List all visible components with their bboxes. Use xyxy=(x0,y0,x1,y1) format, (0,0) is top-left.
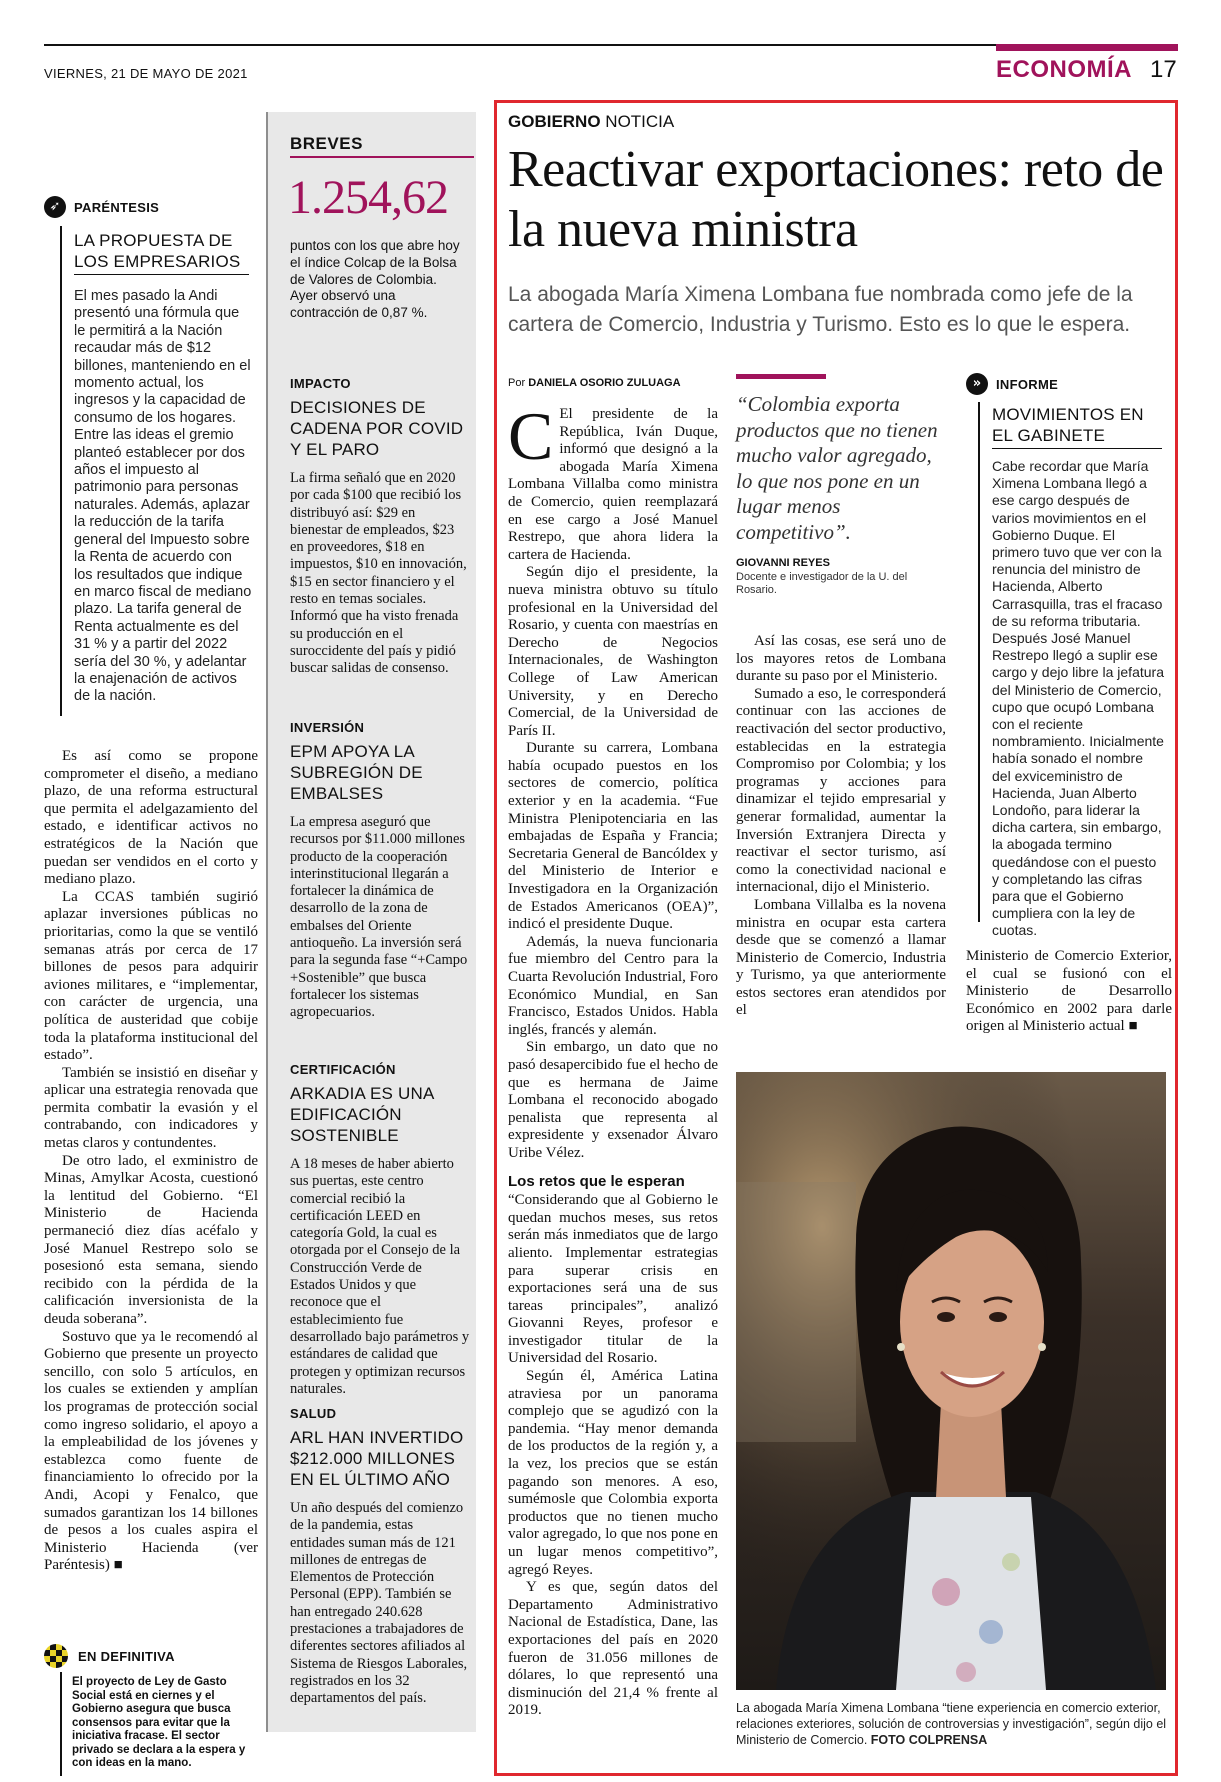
kicker-type: NOTICIA xyxy=(605,112,675,131)
section-name: ECONOMÍA xyxy=(996,56,1132,83)
en-definitiva-header xyxy=(44,1644,175,1668)
brief-title: ARKADIA ES UNA EDIFICACIÓN SOSTENIBLE xyxy=(290,1084,434,1145)
brief-title: DECISIONES DE CADENA POR COVID Y EL PARO xyxy=(290,398,464,459)
double-chevron-icon: » xyxy=(966,373,988,395)
lead-text: El presidente de la República, Iván Duque, informó que designó a la abogada María Ximena Lombana Villalba como ministra de Comercio, quien reemplazará en ese cargo a José Manuel Restrepo, que ahora lidera la cartera de Hacienda. xyxy=(508,406,718,563)
parentesis-bracket xyxy=(60,226,62,716)
left-paragraph: Es así como se propone comprometer el diseño, a mediano plazo, de una reforma estructural que permita el adelgazamiento del estado, e identificar activos no estratégicos de la Nación que puedan ser vendidos en el corto y mediano plazo. xyxy=(44,748,258,888)
pull-quote-rule xyxy=(736,374,826,379)
quote-attribution: GIOVANNI REYES xyxy=(736,557,830,569)
brief-kicker: IMPACTO xyxy=(290,376,351,391)
article-paragraph: Durante su carrera, Lombana había ocupado puestos en los sectores de comercio, política exterior y en la academia. “Fue Ministra Plenipotenciaria en las embajadas de España y Francia; Secretaria General de Bancóldex y del Ministerio de Interior e Investigadora en la Organización de Estados Americanos (OEA)”, indicó el presidente Duque. xyxy=(508,740,718,933)
colcap-text: puntos con los que abre hoy el índice Colcap de la Bolsa de Valores de Colombia. Ayer observó una contracción de 0,87 %. xyxy=(290,238,460,321)
byline-prefix: Por xyxy=(508,377,526,389)
article-column-2 xyxy=(736,633,946,1020)
left-paragraph: La CCAS también sugirió aplazar inversiones públicas no prioritarias, como la que se ventiló semanas atrás por cerca de 17 billones de pesos para adquirir aviones militares, e “implementar, con carácter de urgencia, una política de austeridad que cobije toda la plataforma institucional del estado”. xyxy=(44,888,258,1064)
brief-item xyxy=(290,1406,470,1708)
article-kicker xyxy=(508,112,674,132)
article-paragraph: Ministerio de Comercio Exterior, el cual se fusionó con el Ministerio de Desarrollo Económico en 2002 para darle origen al Ministerio actual ■ xyxy=(966,948,1172,1035)
rocket-icon: ➶ xyxy=(44,196,66,218)
article-paragraph: Y es que, según datos del Departamento Administrativo Nacional de Estadística, Dane, las exportaciones del país en 2020 fueron de 31.056 millones de dólares, lo que representó una disminución del 21,4 % frente al 2019. xyxy=(508,1579,718,1719)
parentesis-title: LA PROPUESTA DE LOS EMPRESARIOS xyxy=(74,230,249,275)
checkered-icon xyxy=(44,1644,68,1668)
photo-credit: FOTO COLPRENSA xyxy=(870,1733,988,1747)
article-paragraph: Según dijo el presidente, la nueva ministra obtuvo su título profesional en la Universidad del Rosario, y cuenta con maestrías en Derecho de Negocios Internacionales, de Washington College of Law American University, y en Derecho Comercial, de la Universidad de París II. xyxy=(508,564,718,739)
brief-text: La empresa aseguró que recursos por $11.000 millones producto de la cooperación interinstitucional llegarán a fortalecer la dinámica de desarrollo de la zona de embalses del Oriente antioqueño. La inversión será para la segunda fase “+Campo +Sostenible” que busca fortalecer los sistemas agropecuarios. xyxy=(290,814,468,1021)
en-definitiva-text: El proyecto de Ley de Gasto Social está en ciernes y el Gobierno asegura que busca consensos para evitar que la iniciativa fracase. El sector privado se declara a la espera y con ideas en la mano. xyxy=(72,1676,246,1769)
brief-kicker: SALUD xyxy=(290,1406,337,1421)
informe-title: MOVIMIENTOS EN EL GABINETE xyxy=(992,404,1162,449)
article-column-3 xyxy=(966,948,1172,1036)
article-byline xyxy=(508,377,681,389)
kicker-section: GOBIERNO xyxy=(508,112,601,131)
quote-role: Docente e investigador de la U. del Rosario. xyxy=(736,571,908,596)
brief-text: Un año después del comienzo de la pandemia, estas entidades suman más de 121 millones de entregas de Elementos de Protección Personal (EPP). También se han entregado 240.628 prestaciones a trabajadores de diferentes sectores afiliados al Sistema de Riesgos Laborales, registrados en los 32 departamentos del país. xyxy=(290,1500,468,1707)
minister-photo xyxy=(736,1072,1166,1690)
article-paragraph: Según él, América Latina atraviesa por un panorama complejo que se agudizó con la pandemia. “Hay menor demanda de los productos de la región y, a la vez, los precios que se están pagando son menores. A eso, sumémosle que Colombia exporta productos que no tienen mucho valor agregado, lo que nos pone en un lugar menos competitivo”, agregó Reyes. xyxy=(508,1368,718,1578)
informe-bracket xyxy=(978,402,980,922)
portrait-illustration xyxy=(736,1072,1166,1690)
drop-cap: C xyxy=(508,398,554,474)
pull-quote: “Colombia exporta productos que no tienen mucho valor agregado, lo que nos pone en un lugar menos competitivo”. xyxy=(736,392,938,544)
article-deck: La abogada María Ximena Lombana fue nombrada como jefe de la cartera de Comercio, Industria y Turismo. Esto es lo que le espera. xyxy=(508,283,1133,336)
en-definitiva-kicker: EN DEFINITIVA xyxy=(78,1648,175,1664)
left-column-text xyxy=(44,748,258,1575)
article-paragraph: Sin embargo, un dato que no pasó desapercibido fue el hecho de que es hermana de Jaime Lombana el reconocido abogado penalista que representa al expresidente y exsenador Álvaro Uribe Vélez. xyxy=(508,1039,718,1161)
parentesis-text: El mes pasado la Andi presentó una fórmula que le permitirá a la Nación recaudar más de $12 billones, manteniendo en el momento actual, los ingresos y la capacidad de consumo de los hogares. Entre las ideas el gremio planteó establecer por dos años el impuesto al patrimonio para personas naturales. Además, aplazar la reducción de la tarifa general del Impuesto sobre la Renta de acuerdo con los resultados que indique en marco fiscal de mediano plazo. La tarifa general de Renta actualmente es del 31 % y a partir del 2022 sería del 30 %, y adelantar la enajenación de activos de la nación. xyxy=(74,288,252,705)
article-paragraph: Además, la nueva funcionaria fue miembro del Centro para la Cuarta Revolución Industrial, Foro Económico Mundial, en San Francisco, Estados Unidos. Habla inglés, francés y alemán. xyxy=(508,933,718,1038)
brief-title: ARL HAN INVERTIDO $212.000 MILLONES EN EL ÚLTIMO AÑO xyxy=(290,1428,464,1489)
left-paragraph: De otro lado, el exministro de Minas, Amylkar Acosta, cuestionó la lentitud del Gobierno. “El Ministerio de Hacienda permaneció diez días acéfalo y José Manuel Restrepo solo se posesionó esta semana, siendo recibido con la pérdida de la calificación inversionista de la deuda soberana”. xyxy=(44,1152,258,1327)
en-definitiva-bracket xyxy=(60,1672,62,1776)
brief-item xyxy=(290,376,470,678)
brief-item xyxy=(290,1062,470,1398)
brief-kicker: INVERSIÓN xyxy=(290,720,365,735)
article-paragraph: Así las cosas, ese será uno de los mayores retos de Lombana durante su paso por el Ministerio. xyxy=(736,633,946,685)
brief-title: EPM APOYA LA SUBREGIÓN DE EMBALSES xyxy=(290,742,423,803)
issue-date: VIERNES, 21 DE MAYO DE 2021 xyxy=(44,66,248,81)
brief-text: La firma señaló que en 2020 por cada $100 que recibió los distribuyó así: $29 en bienestar de empleados, $23 en proveedores, $18 en impuestos, $10 en innovación, $15 en sector financiero y el resto en temas sociales. Informó que ha visto frenada su producción en el suroccidente del país y pidió buscar salidas de consenso. xyxy=(290,470,467,677)
brief-kicker: CERTIFICACIÓN xyxy=(290,1062,396,1077)
informe-header xyxy=(966,373,1058,395)
informe-kicker: INFORME xyxy=(996,376,1059,392)
informe-text: Cabe recordar que María Ximena Lombana llegó a ese cargo después de varios movimientos en el Gobierno Duque. El primero tuvo que ver con la renuncia del ministro de Hacienda, Alberto Carrasquilla, tras el fracaso de su reforma tributaria. Después José Manuel Restrepo llegó a suplir ese cargo y dejo libre la jefatura del Ministerio de Comercio, cupo que ocupó Lombana con el reciente nombramiento. Inicialmente había sonado el nombre del exviceministro de Hacienda, Juan Alberto Londoño, para liderar la dicha cartera, sin embargo, la abogada termino quedándose con el puesto y completando las cifras para que el Gobierno cumpliera con la ley de cuotas. xyxy=(992,458,1164,939)
caption-text: La abogada María Ximena Lombana “tiene experiencia en comercio exterior, relaciones exteriores, solución de controversias y investigación”, según dijo el Ministerio de Comercio. xyxy=(736,1701,1167,1747)
left-paragraph: También se insistió en diseñar y aplicar una estrategia renovada que permita combatir la evasión y el contrabando, con indicadores y metas claros y contundentes. xyxy=(44,1064,258,1152)
article-paragraph: Sumado a eso, le corresponderá continuar con las acciones de reactivación del sector productivo, establecidas en la estrategia Compromiso por Colombia; y los programas y acciones para dinamizar el tejido empresarial y generar formalidad, aumentar la Inversión Extranjera Directa y reactivar el sector turismo, así como la conectividad nacional e internacional, dijo el Ministerio. xyxy=(736,685,946,896)
byline-author: DANIELA OSORIO ZULUAGA xyxy=(528,377,681,389)
left-paragraph: Sostuvo que ya le recomendó al Gobierno que presente un proyecto sencillo, con solo 5 artículos, en los cuales se extienden y amplían los programas de protección social como ingreso solidario, el apoyo a la empleabilidad de los jóvenes y establezca como fuente de financiamiento lo ofrecido por la Andi, Acopi y Fenalco, que sumados garantizan los 14 billones de pesos a los cuales aspira el Ministerio Hacienda (ver Paréntesis) ■ xyxy=(44,1328,258,1574)
breves-left-rule xyxy=(266,112,268,1732)
breves-label: BREVES xyxy=(290,134,363,153)
parentesis-kicker: PARÉNTESIS xyxy=(74,199,160,215)
article-paragraph: Lombana Villalba es la novena ministra en ocupar esta cartera desde que se comenzó a llamar Ministerio de Comercio, Industria y Turismo, ya que anteriormente estos sectores eran atendidos por el xyxy=(736,896,946,1019)
article-headline: Reactivar exportaciones: reto de la nueva ministra xyxy=(508,141,1164,258)
section-rule xyxy=(996,44,1178,51)
breves-rule xyxy=(290,156,474,158)
photo-caption xyxy=(736,1700,1168,1748)
article-subhead: Los retos que le esperan xyxy=(508,1172,685,1190)
page-number: 17 xyxy=(1150,56,1177,83)
brief-text: A 18 meses de haber abierto sus puertas, este centro comercial recibió la certificación LEED en categoría Gold, la cual es otorgada por el Consejo de la Construcción Verde de Estados Unidos y que reconoce que el establecimiento fue desarrollado bajo parámetros y estándares de calidad que protegen y optimizan recursos naturales. xyxy=(290,1156,470,1397)
brief-item xyxy=(290,720,470,1022)
article-paragraph: “Considerando que al Gobierno le quedan muchos meses, sus retos serán más inmediatos que de largo aliento. Implementar estrategias para superar crisis en exportaciones será una de sus tareas principales”, analizó Giovanni Reyes, profesor e investigador titular de la Universidad del Rosario. xyxy=(508,1192,718,1367)
colcap-figure: 1.254,62 xyxy=(288,171,448,224)
lead-paragraph xyxy=(508,398,718,564)
article-column-1 xyxy=(508,398,718,1720)
parentesis-box xyxy=(44,196,250,218)
